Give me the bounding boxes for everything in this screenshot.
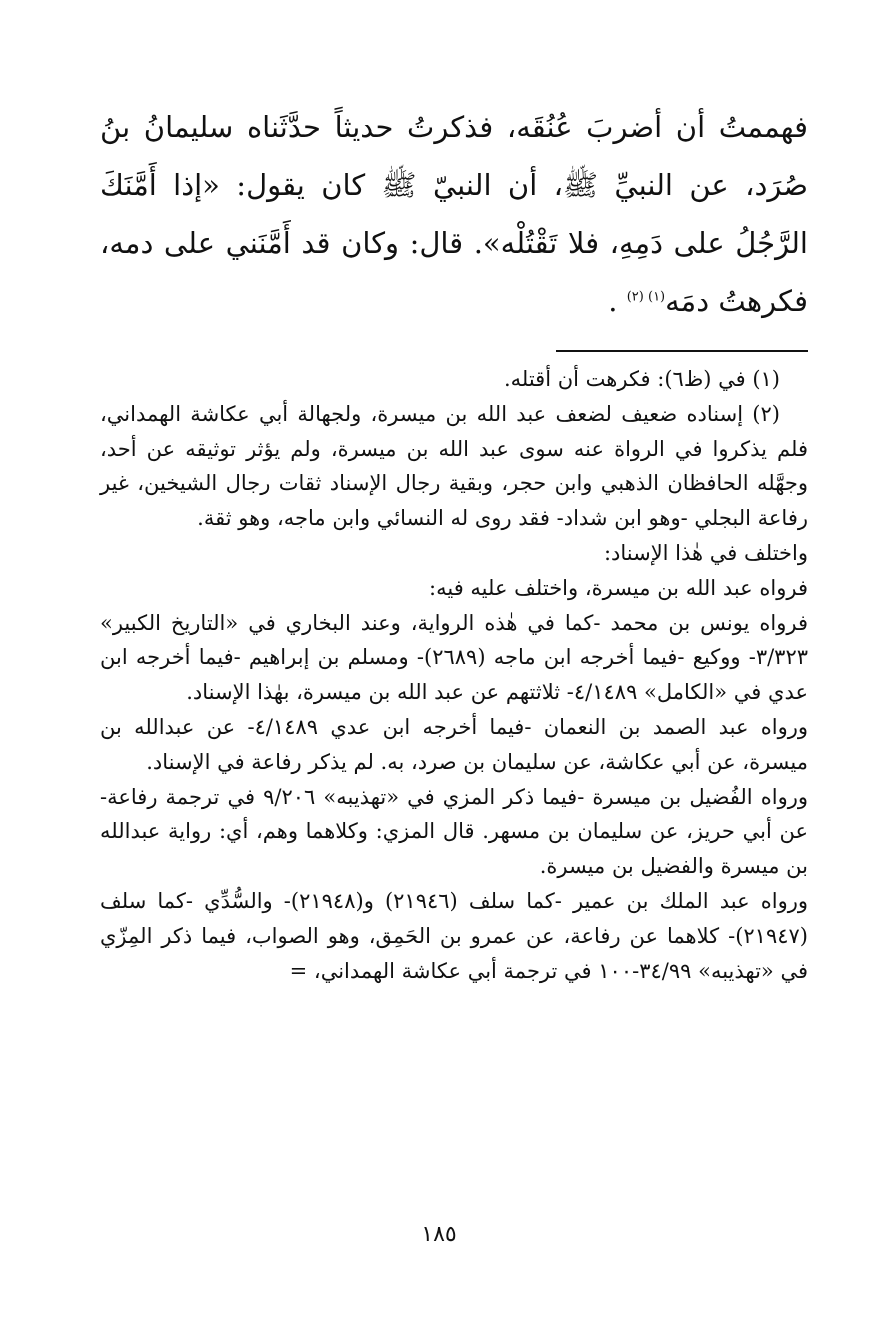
footnote-2: (٢) إسناده ضعيف لضعف عبد الله بن ميسرة، ولجهالة أبي عكاشة الهمداني، فلم يذكروا في الرواة عنه سوى عبد الله بن ميسرة، ولم يؤثر توثيقه عن أحد، وجهَّله الحافظان الذهبي وابن حجر، وبقية رجال الإسناد ثقات رجال الشيخين، غير رفاعة البجلي -وهو ابن شداد- فقد روى له النسائي وابن ماجه، وهو ثقة. [100, 401, 808, 531]
end-punctuation: . [608, 284, 618, 318]
footnote-paragraph: ورواه عبد الصمد بن النعمان -فيما أخرجه ابن عدي ٤/١٤٨٩- عن عبدالله بن ميسرة، عن أبي عكاشة، عن سليمان بن صرد، به. لم يذكر رفاعة في الإسناد. [100, 714, 808, 774]
footnote-references: (١) (٢) [626, 289, 666, 305]
footnote-paragraph: ورواه الفُضيل بن ميسرة -فيما ذكر المزي في «تهذيبه» ٩/٢٠٦ في ترجمة رفاعة- عن أبي حريز، عن سليمان بن مسهر. قال المزي: وكلاهما وهم، أي: رواية عبدالله بن ميسرة والفضيل بن ميسرة. [100, 784, 808, 879]
footnotes-section [100, 362, 808, 988]
footnote-paragraph: واختلف في هٰذا الإسناد: [603, 540, 808, 565]
footnote-paragraph: ورواه عبد الملك بن عمير -كما سلف (٢١٩٤٦) و(٢١٩٤٨)- والسُّدِّي -كما سلف (٢١٩٤٧)- كلاهما عن رفاعة، عن عمرو بن الحَمِق، وهو الصواب، فيما ذكر المِزّي في «تهذيبه» ٣٤/٩٩-١٠٠ في ترجمة أبي عكاشة الهمداني، = [100, 888, 808, 983]
footnote-paragraph: فرواه يونس بن محمد -كما في هٰذه الرواية، وعند البخاري في «التاريخ الكبير» ٣/٣٢٣- ووكيع -فيما أخرجه ابن ماجه (٢٦٨٩)- ومسلم بن إبراهيم -فيما أخرجه ابن عدي في «الكامل» ٤/١٤٨٩- ثلاثتهم عن عبد الله بن ميسرة، بهٰذا الإسناد. [100, 610, 809, 705]
footnote-separator [556, 350, 808, 352]
page-number: ١٨٥ [421, 1222, 457, 1247]
footnote-1: (١) في (ظ٦): فكرهت أن أقتله. [503, 367, 780, 391]
main-body-text [100, 98, 808, 330]
footnote-paragraph: فرواه عبد الله بن ميسرة، واختلف عليه فيه: [429, 575, 808, 600]
main-paragraph [100, 98, 808, 330]
main-body: فهممتُ أن أضربَ عُنُقَه، فذكرتُ حديثاً حدَّثَناه سليمانُ بنُ صُرَد، عن النبيِّ ﷺ، أن النبيّ ﷺ كان يقول: «إذا أَمَّنَكَ الرَّجُلُ على دَمِهِ، فلا تَقْتُلْه». قال: وكان قد أَمَّنَني على دمه، فكرهتُ دمَه [100, 110, 808, 318]
